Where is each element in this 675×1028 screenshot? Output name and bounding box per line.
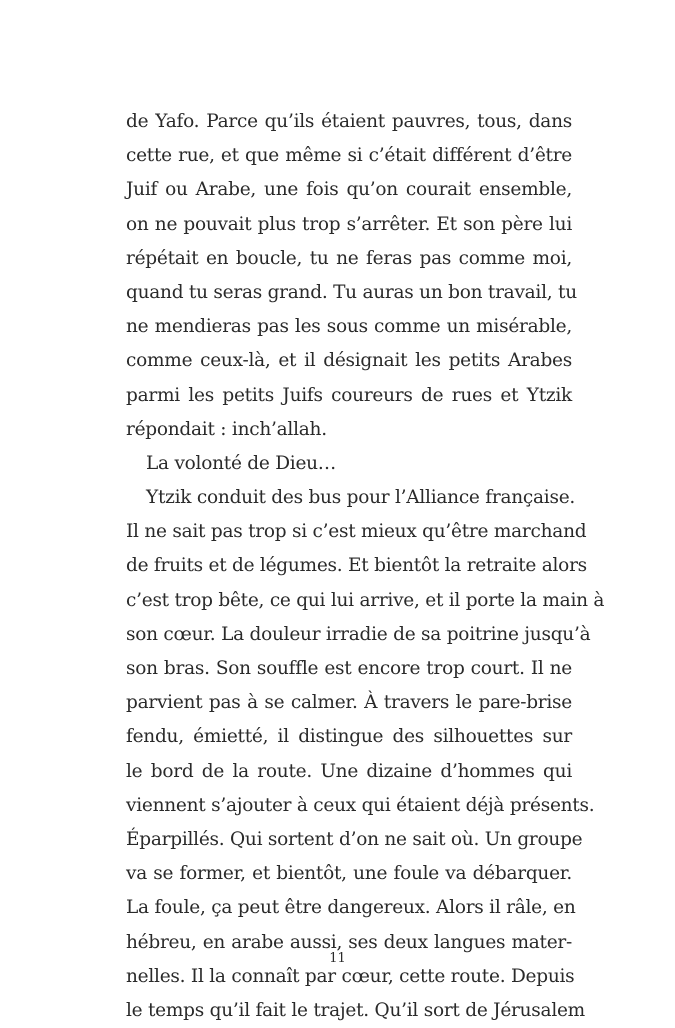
text-line: hébreu, en arabe aussi, ses deux langues mater- [126, 931, 572, 953]
text-line: répétait en boucle, tu ne feras pas comme moi, [126, 247, 572, 269]
text-line: La volonté de Dieu… [146, 452, 337, 474]
text-line: fendu, émietté, il distingue des silhouettes sur [126, 726, 572, 748]
text-line: le bord de la route. Une dizaine d’hommes qui [126, 760, 572, 782]
text-line: de fruits et de légumes. Et bientôt la retraite alors [126, 555, 587, 577]
text-line: Éparpillés. Qui sortent d’on ne sait où. Un groupe [126, 828, 583, 850]
text-line: Il ne sait pas trop si c’est mieux qu’être marchand [126, 521, 587, 543]
text-line: va se former, et bientôt, une foule va débarquer. [126, 863, 572, 885]
body-text [126, 105, 605, 1028]
text-line: répondait : inch’allah. [126, 418, 327, 440]
text-line: parvient pas à se calmer. À travers le pare-brise [126, 692, 572, 714]
text-line: le temps qu’il fait le trajet. Qu’il sort de Jérusalem [126, 999, 585, 1021]
text-line: c’est trop bête, ce qui lui arrive, et il porte la main à [126, 589, 605, 611]
text-line: cette rue, et que même si c’était différent d’être [126, 145, 572, 167]
text-line: nelles. Il la connaît par cœur, cette route. Depuis [126, 965, 575, 987]
page-number: 11 [329, 951, 346, 966]
text-line: de Yafo. Parce qu’ils étaient pauvres, tous, dans [126, 111, 572, 132]
text-line: quand tu seras grand. Tu auras un bon travail, tu [126, 281, 577, 303]
text-line: comme ceux-là, et il désignait les petits Arabes [126, 350, 572, 372]
text-line: son bras. Son souffle est encore trop court. Il ne [126, 658, 572, 679]
text-line: La foule, ça peut être dangereux. Alors il râle, en [126, 897, 576, 919]
text-line: parmi les petits Juifs coureurs de rues et Ytzik [126, 384, 572, 406]
text-line: on ne pouvait plus trop s’arrêter. Et son père lui [126, 213, 572, 235]
text-line: ne mendieras pas les sous comme un misérable, [126, 316, 572, 338]
text-line: viennent s’ajouter à ceux qui étaient déjà présents. [126, 794, 595, 816]
text-line: Juif ou Arabe, une fois qu’on courait ensemble, [126, 179, 572, 201]
text-line: son cœur. La douleur irradie de sa poitrine jusqu’à [126, 623, 591, 645]
text-line: Ytzik conduit des bus pour l’Alliance française. [146, 487, 576, 509]
